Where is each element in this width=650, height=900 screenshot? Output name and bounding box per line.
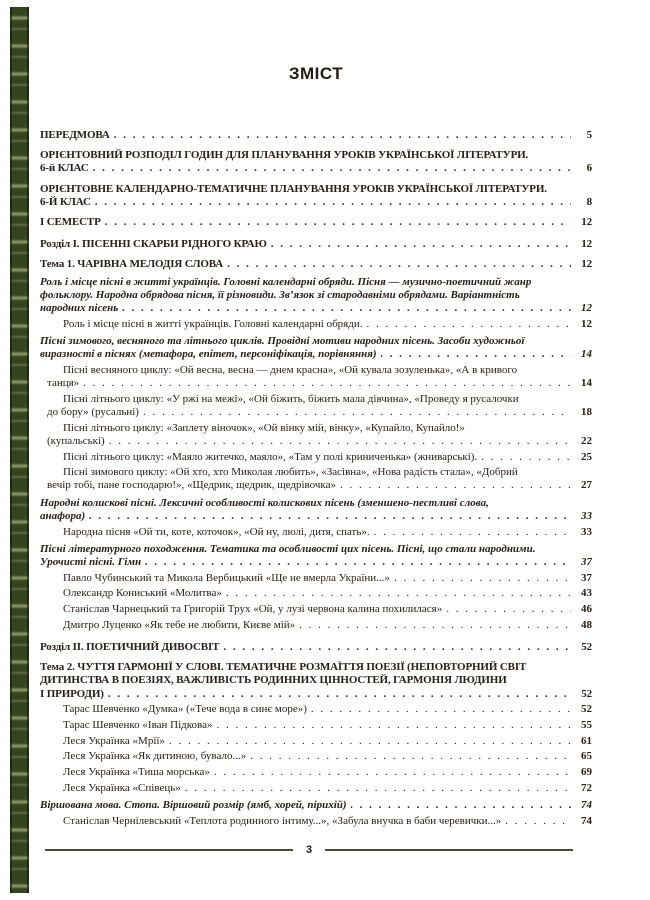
- toc-entry-text: Павло Чубинський та Микола Вербицький «Ще не вмерла України...»: [63, 571, 390, 584]
- toc-dot-leader: [299, 619, 571, 632]
- toc-entry-line: [40, 276, 592, 289]
- toc-entry: [40, 258, 592, 271]
- toc-page-number: 65: [581, 750, 592, 763]
- toc-entry-line: [40, 674, 592, 687]
- toc-entry-line: [40, 258, 592, 271]
- toc-entry-text: (купальські): [47, 434, 105, 447]
- toc-entry-line: [40, 466, 592, 479]
- toc-page-number: 74: [581, 799, 592, 812]
- toc-entry: [40, 497, 592, 523]
- toc-entry: [40, 543, 592, 569]
- toc-entry-text: народних пісень: [40, 302, 119, 315]
- toc-dot-leader: [340, 479, 571, 492]
- toc-entry-text: ПЕРЕДМОВА: [40, 129, 110, 141]
- toc-page-number: 25: [581, 450, 592, 463]
- toc-page-number: 18: [581, 405, 592, 418]
- toc-entry-text: Розділ ІІ. ПОЕТИЧНИЙ ДИВОСВІТ: [40, 641, 220, 653]
- toc-page-number: 69: [581, 766, 592, 779]
- toc-entry: [40, 183, 592, 209]
- toc-entry-line: [40, 479, 592, 492]
- toc-entry: [40, 238, 592, 251]
- toc-entry-text: вечір тобі, пане господарю!», «Щедрик, щедрик, щедрівочка»: [47, 479, 336, 492]
- toc-entry-line: [40, 815, 592, 828]
- toc-entry-text: Пісні літнього циклу: «У ржі на межі», «Ой біжить, біжить мала дівчина», «Проведу я русалочки: [63, 392, 519, 405]
- toc-entry-line: [40, 435, 592, 448]
- toc-entry-line: [40, 196, 592, 209]
- toc-entry-line: [40, 497, 592, 510]
- toc-dot-leader: [226, 587, 571, 600]
- table-of-contents: [40, 129, 592, 828]
- toc-entry: [40, 276, 592, 316]
- toc-entry-text: фольклору. Народна обрядова пісня, її різновиди. Зв’язок зі стародавніми обрядами. Варіантність: [40, 288, 520, 301]
- toc-entry-text: Олександр Кониський «Молитва»: [63, 587, 222, 600]
- toc-entry-line: [40, 719, 592, 732]
- toc-entry-line: [40, 162, 592, 175]
- toc-entry-text: Народна пісня «Ой ти, коте, коточок», «Ой ну, люлі, дитя, спать».: [63, 525, 370, 538]
- toc-entry-text: до бору» (русальні): [47, 405, 139, 418]
- toc-dot-leader: [366, 318, 571, 331]
- toc-dot-leader: [145, 556, 571, 569]
- toc-entry-line: [40, 703, 592, 716]
- page-title: ЗМІСТ: [288, 64, 344, 83]
- toc-dot-leader: [227, 258, 571, 271]
- toc-entry-line: [40, 766, 592, 779]
- toc-entry-text: Леся Українка «Тиша морська»: [63, 766, 210, 779]
- toc-page-number: 12: [581, 216, 592, 229]
- toc-dot-leader: [446, 603, 571, 616]
- toc-entry-text: Пісні літнього циклу: «Заплету віночок», «Ой вінку мій, вінку», «Купайло, Купайло!»: [63, 421, 465, 434]
- toc-entry-line: [40, 587, 592, 600]
- toc-entry-line: [40, 572, 592, 585]
- toc-dot-leader: [351, 799, 571, 812]
- toc-dot-leader: [93, 162, 571, 175]
- toc-entry-line: [40, 556, 592, 569]
- toc-page-number: 72: [581, 781, 592, 794]
- toc-entry: [40, 572, 592, 585]
- toc-dot-leader: [223, 641, 571, 654]
- toc-entry: [40, 661, 592, 701]
- toc-entry: [40, 422, 592, 448]
- toc-entry-text: І ПРИРОДИ): [40, 687, 104, 700]
- toc-page-number: 43: [581, 587, 592, 600]
- toc-dot-leader: [105, 216, 571, 229]
- toc-entry-text: Тарас Шевченко «Думка» («Тече вода в синє море»): [63, 703, 307, 716]
- toc-dot-leader: [122, 302, 571, 315]
- toc-dot-leader: [271, 238, 571, 251]
- toc-entry-line: [40, 149, 592, 162]
- toc-page-number: 33: [581, 509, 592, 522]
- toc-entry-text: Розділ І. ПІСЕННІ СКАРБИ РІДНОГО КРАЮ: [40, 238, 267, 251]
- toc-page-number: 14: [581, 377, 592, 390]
- toc-dot-leader: [311, 703, 571, 716]
- toc-entry-line: [40, 238, 592, 251]
- toc-entry: [40, 750, 592, 763]
- toc-entry: [40, 335, 592, 361]
- toc-entry: [40, 318, 592, 331]
- toc-page-number: 22: [581, 434, 592, 447]
- toc-dot-leader: [185, 782, 571, 795]
- toc-entry-text: Пісні весняного циклу: «Ой весна, весна — днем красна», «Ой кувала зозуленька», «А в кривого: [63, 363, 518, 376]
- toc-page-number: 46: [581, 603, 592, 616]
- toc-entry: [40, 526, 592, 539]
- toc-page-number: 74: [581, 814, 592, 827]
- toc-dot-leader: [381, 348, 571, 361]
- toc-entry-line: [40, 641, 592, 654]
- footer-rule-left: [45, 849, 293, 851]
- footer: [45, 844, 573, 856]
- toc-entry: [40, 719, 592, 732]
- toc-entry-text: Пісні літературного походження. Тематика та особливості цих пісень. Пісні, що стали народними.: [40, 542, 536, 555]
- toc-entry-line: [40, 619, 592, 632]
- toc-entry: [40, 393, 592, 419]
- toc-entry-line: [40, 799, 592, 812]
- toc-entry-line: [40, 335, 592, 348]
- toc-entry: [40, 129, 592, 142]
- toc-dot-leader: [505, 815, 571, 828]
- toc-page-number: 27: [581, 479, 592, 492]
- toc-page-number: 12: [581, 258, 592, 271]
- toc-dot-leader: [114, 129, 571, 142]
- toc-entry-text: Пісні зимового циклу: «Ой хто, хто Миколая любить», «Засівна», «Нова радість стала», «Добрий: [63, 466, 518, 479]
- toc-page-number: 52: [581, 703, 592, 716]
- toc-entry-text: Станіслав Чарнецький та Григорій Трух «Ой, у лузі червона калина похилилася»: [63, 603, 443, 616]
- toc-entry: [40, 766, 592, 779]
- toc-page-number: 37: [581, 555, 592, 568]
- toc-entry-text: 6-й КЛАС: [40, 162, 89, 175]
- toc-entry-text: Народні колискові пісні. Лексичні особливості колискових пісень (зменшено-пестливі слова,: [40, 496, 489, 509]
- content-area: [40, 0, 592, 828]
- toc-entry-line: [40, 289, 592, 302]
- toc-entry-text: ОРІЄНТОВНИЙ РОЗПОДІЛ ГОДИН ДЛЯ ПЛАНУВАННЯ УРОКІВ УКРАЇНСЬКОЇ ЛІТЕРАТУРИ.: [40, 149, 529, 162]
- toc-entry-line: [40, 451, 592, 464]
- toc-dot-leader: [143, 406, 571, 419]
- toc-dot-leader: [250, 750, 571, 763]
- toc-entry-text: Станіслав Чернілевський «Теплота родинного інтиму...», «Забула внучка в баби черевички...»: [63, 814, 502, 827]
- toc-entry-text: Тарас Шевченко «Іван Підкова»: [63, 719, 213, 732]
- toc-entry: [40, 641, 592, 654]
- toc-entry-line: [40, 526, 592, 539]
- toc-page-number: 12: [581, 238, 592, 251]
- toc-entry: [40, 703, 592, 716]
- toc-dot-leader: [169, 735, 571, 748]
- toc-entry: [40, 619, 592, 632]
- footer-page-number: 3: [305, 844, 313, 856]
- toc-page-number: 61: [581, 734, 592, 747]
- toc-entry-text: Тема 1. ЧАРІВНА МЕЛОДІЯ СЛОВА: [40, 258, 224, 271]
- toc-entry: [40, 603, 592, 616]
- toc-dot-leader: [89, 510, 571, 523]
- toc-dot-leader: [394, 572, 571, 585]
- toc-page-number: 52: [581, 641, 592, 653]
- toc-entry-text: Тема 2. ЧУТТЯ ГАРМОНІЇ У СЛОВІ. ТЕМАТИЧНЕ РОЗМАЇТТЯ ПОЕЗІЇ (НЕПОВТОРНИЙ СВІТ: [40, 661, 527, 674]
- toc-entry: [40, 799, 592, 812]
- toc-page-number: 52: [581, 687, 592, 700]
- toc-page-number: 5: [586, 129, 592, 141]
- toc-entry-text: І СЕМЕСТР: [40, 216, 101, 229]
- toc-entry: [40, 451, 592, 464]
- toc-entry-text: анафора): [40, 509, 86, 522]
- toc-dot-leader: [95, 196, 571, 209]
- toc-dot-leader: [481, 451, 571, 464]
- toc-entry-text: танця»: [47, 377, 80, 390]
- toc-entry-text: виразності в піснях (метафора, епітет, персоніфікація, порівняння): [40, 348, 377, 361]
- toc-entry-line: [40, 377, 592, 390]
- toc-entry-line: [40, 318, 592, 331]
- toc-entry-line: [40, 688, 592, 701]
- toc-entry-line: [40, 603, 592, 616]
- toc-entry: [40, 587, 592, 600]
- toc-entry-text: ДИТИНСТВА В ПОЕЗІЯХ, ВАЖЛИВІСТЬ РОДИННИХ ЦІННОСТЕЙ, ГАРМОНІЯ ЛЮДИНИ: [40, 674, 507, 687]
- toc-entry-line: [40, 735, 592, 748]
- toc-entry-line: [40, 750, 592, 763]
- toc-page-number: 37: [581, 571, 592, 584]
- toc-page-number: 14: [581, 348, 592, 361]
- toc-entry: [40, 815, 592, 828]
- toc-entry: [40, 782, 592, 795]
- toc-entry-line: [40, 364, 592, 377]
- footer-rule-right: [325, 849, 573, 851]
- toc-dot-leader: [214, 766, 571, 779]
- toc-entry-text: Леся Українка «Як дитиною, бувало...»: [63, 750, 247, 763]
- toc-entry-line: [40, 406, 592, 419]
- toc-entry-text: ОРІЄНТОВНЕ КАЛЕНДАРНО-ТЕМАТИЧНЕ ПЛАНУВАННЯ УРОКІВ УКРАЇНСЬКОЇ ЛІТЕРАТУРИ.: [40, 182, 547, 195]
- toc-dot-leader: [216, 719, 571, 732]
- toc-entry-line: [40, 183, 592, 196]
- toc-entry-line: [40, 543, 592, 556]
- toc-entry: [40, 149, 592, 175]
- toc-entry-text: Пісні зимового, весняного та літнього циклів. Провідні мотиви народних пісень. Засоби художньої: [40, 334, 525, 347]
- toc-entry-line: [40, 393, 592, 406]
- toc-page-number: 6: [586, 162, 592, 175]
- toc-page-number: 55: [581, 719, 592, 732]
- toc-dot-leader: [108, 688, 571, 701]
- toc-page-number: 8: [586, 195, 592, 208]
- toc-entry-line: [40, 302, 592, 315]
- toc-dot-leader: [109, 435, 571, 448]
- toc-dot-leader: [374, 526, 571, 539]
- toc-entry-line: [40, 782, 592, 795]
- toc-entry-line: [40, 348, 592, 361]
- toc-entry-line: [40, 129, 592, 142]
- toc-entry-text: Леся Українка «Мрії»: [63, 734, 165, 747]
- toc-entry-text: Віршована мова. Стопа. Віршовий розмір (ямб, хорей, пірихій): [40, 799, 347, 812]
- toc-entry-line: [40, 422, 592, 435]
- ornament-border: [10, 7, 29, 893]
- toc-entry-text: Дмитро Луценко «Як тебе не любити, Києве мій»: [63, 618, 296, 631]
- toc-entry-text: Урочисті пісні. Гімн: [40, 555, 142, 568]
- toc-entry: [40, 364, 592, 390]
- toc-entry: [40, 216, 592, 229]
- toc-dot-leader: [83, 377, 571, 390]
- toc-entry-text: Роль і місце пісні в житті українців. Головні календарні обряди.: [63, 317, 363, 330]
- toc-page-number: 48: [581, 618, 592, 631]
- toc-page-number: 12: [581, 302, 592, 315]
- toc-page-number: 12: [581, 317, 592, 330]
- toc-entry-text: 6-Й КЛАС: [40, 195, 91, 208]
- toc-page-number: 33: [581, 525, 592, 538]
- toc-entry-text: Роль і місце пісні в житті українців. Головні календарні обряди. Пісня — музично-поетичний жанр: [40, 275, 532, 288]
- toc-entry-text: Пісні літнього циклу: «Маяло житечко, маяло», «Там у полі криниченька» (жниварські).: [63, 450, 478, 463]
- toc-entry-line: [40, 216, 592, 229]
- toc-entry: [40, 735, 592, 748]
- toc-entry-line: [40, 510, 592, 523]
- toc-entry-text: Леся Українка «Співець»: [63, 781, 181, 794]
- toc-entry: [40, 466, 592, 492]
- toc-entry-line: [40, 661, 592, 674]
